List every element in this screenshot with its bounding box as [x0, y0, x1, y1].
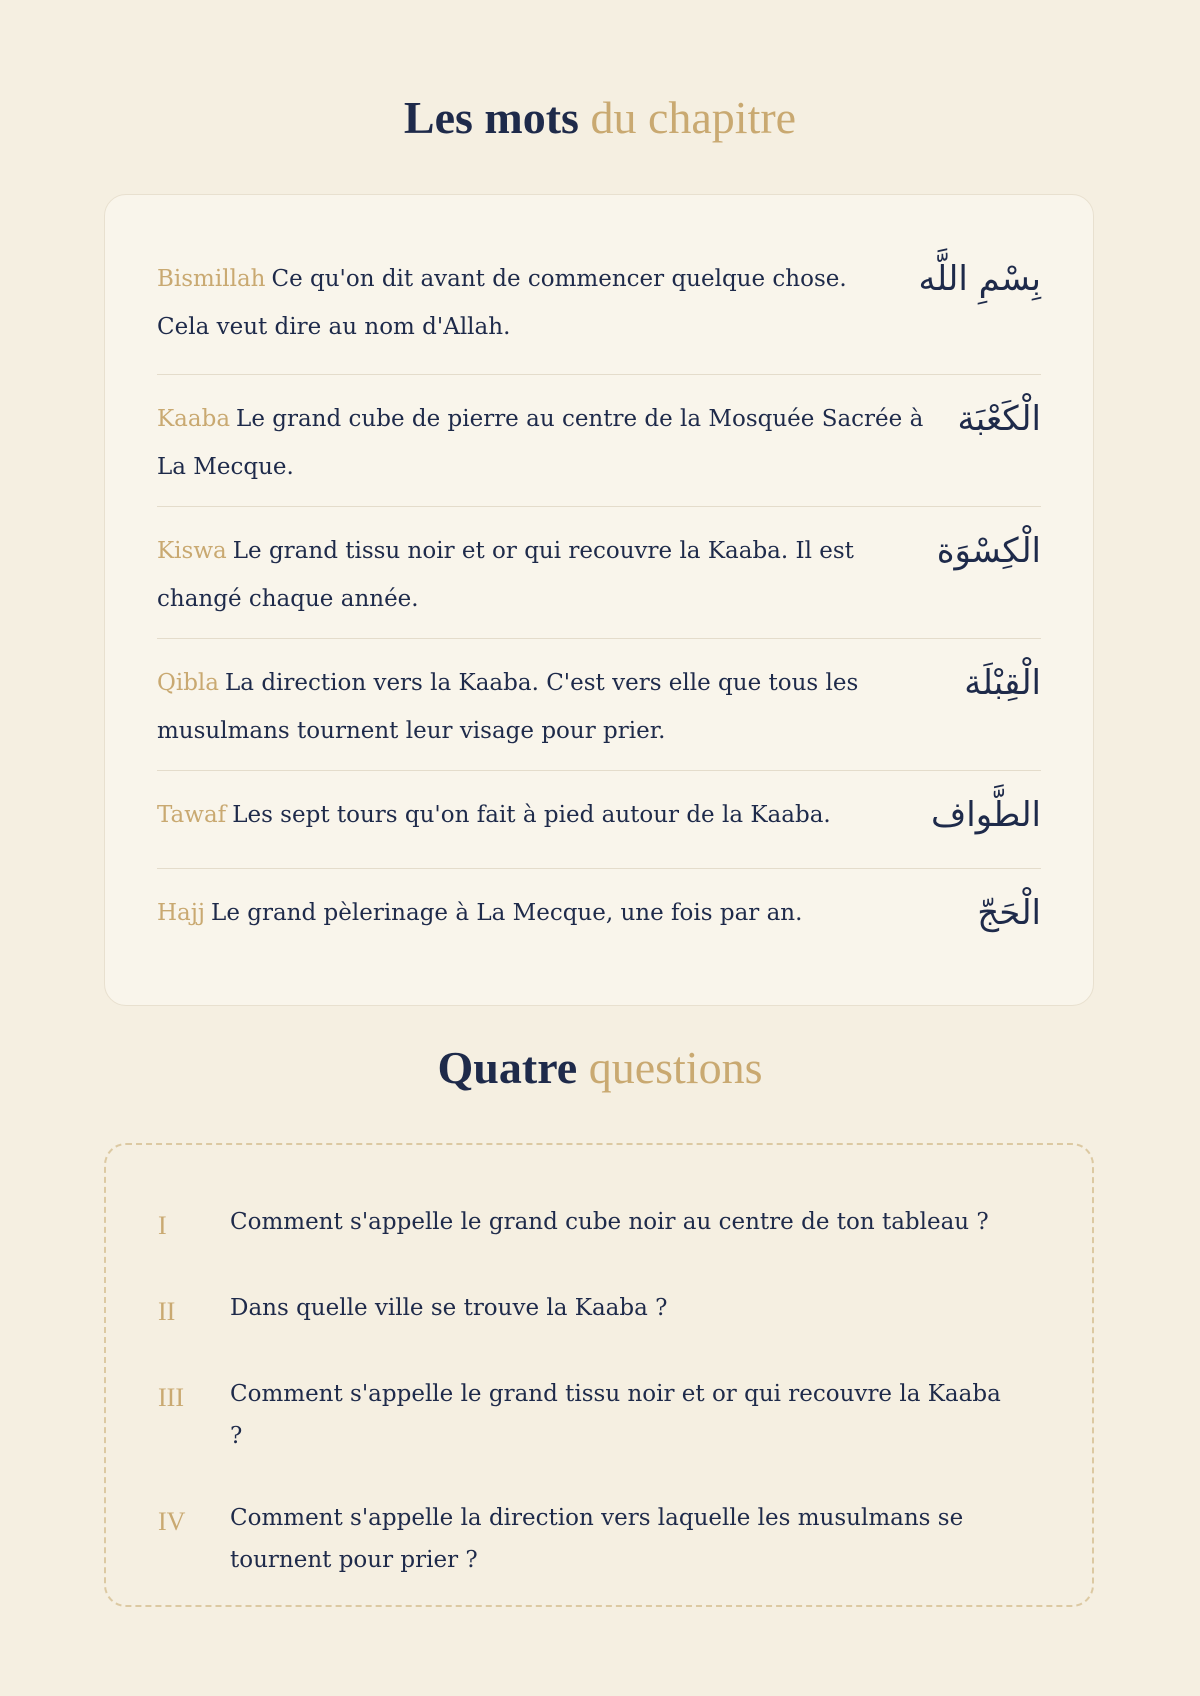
question-number: I [158, 1211, 167, 1240]
question-text: Comment s'appelle le grand tissu noir et or qui recouvre la Kaaba ? [230, 1381, 1001, 1449]
glossary-entry-text [157, 395, 937, 491]
words-section-title [0, 90, 1200, 145]
glossary-definition: Le grand tissu noir et or qui recouvre la Kaaba. Il est changé chaque année. [157, 538, 854, 612]
glossary-arabic: الْكِسْوَة [936, 531, 1041, 571]
glossary-term: Kiswa [157, 538, 227, 564]
glossary-arabic: الْحَجّ [977, 893, 1041, 933]
questions-title-accent: questions [588, 1042, 763, 1093]
glossary-row [157, 507, 1041, 639]
question-item [158, 1201, 1040, 1247]
question-item [158, 1497, 1040, 1581]
glossary-term: Kaaba [157, 406, 231, 432]
glossary-term: Hajj [157, 900, 206, 926]
question-number: II [158, 1297, 176, 1326]
question-number: III [158, 1383, 184, 1412]
words-title-main: Les mots [403, 92, 579, 143]
glossary-entry-text [157, 889, 802, 937]
glossary-term: Tawaf [157, 802, 227, 828]
question-item [158, 1287, 1040, 1333]
glossary-entry-text [157, 659, 937, 755]
question-text: Dans quelle ville se trouve la Kaaba ? [230, 1295, 668, 1321]
glossary-arabic: الْقِبْلَة [964, 663, 1041, 703]
glossary-card [104, 194, 1094, 1006]
glossary-term: Qibla [157, 670, 220, 696]
question-number: IV [158, 1507, 186, 1536]
glossary-arabic: الْكَعْبَة [957, 399, 1041, 439]
glossary-row [157, 375, 1041, 507]
glossary-definition: Ce qu'on dit avant de commencer quelque chose. Cela veut dire au nom d'Allah. [157, 266, 847, 340]
glossary-arabic: بِسْمِ اللَّه [918, 259, 1041, 299]
questions-section-title [0, 1040, 1200, 1095]
question-text: Comment s'appelle le grand cube noir au centre de ton tableau ? [230, 1209, 989, 1235]
glossary-row [157, 771, 1041, 869]
glossary-entry-text [157, 255, 898, 351]
glossary-row [157, 869, 1041, 967]
glossary-definition: La direction vers la Kaaba. C'est vers elle que tous les musulmans tournent leur visage pour prier. [157, 670, 859, 744]
questions-title-main: Quatre [437, 1042, 578, 1093]
glossary-entry-text [157, 791, 831, 839]
question-text: Comment s'appelle la direction vers laquelle les musulmans se tournent pour prier ? [230, 1505, 964, 1573]
glossary-arabic: الطَّواف [931, 795, 1041, 835]
glossary-row [157, 639, 1041, 771]
glossary-row [157, 235, 1041, 375]
glossary-term: Bismillah [157, 266, 266, 292]
glossary-definition: Le grand pèlerinage à La Mecque, une fois par an. [211, 900, 803, 926]
glossary-entry-text [157, 527, 917, 623]
words-title-accent: du chapitre [590, 92, 797, 143]
glossary-definition: Le grand cube de pierre au centre de la Mosquée Sacrée à La Mecque. [157, 406, 924, 480]
glossary-definition: Les sept tours qu'on fait à pied autour de la Kaaba. [232, 802, 831, 828]
questions-card [104, 1143, 1094, 1607]
question-item [158, 1373, 1040, 1457]
